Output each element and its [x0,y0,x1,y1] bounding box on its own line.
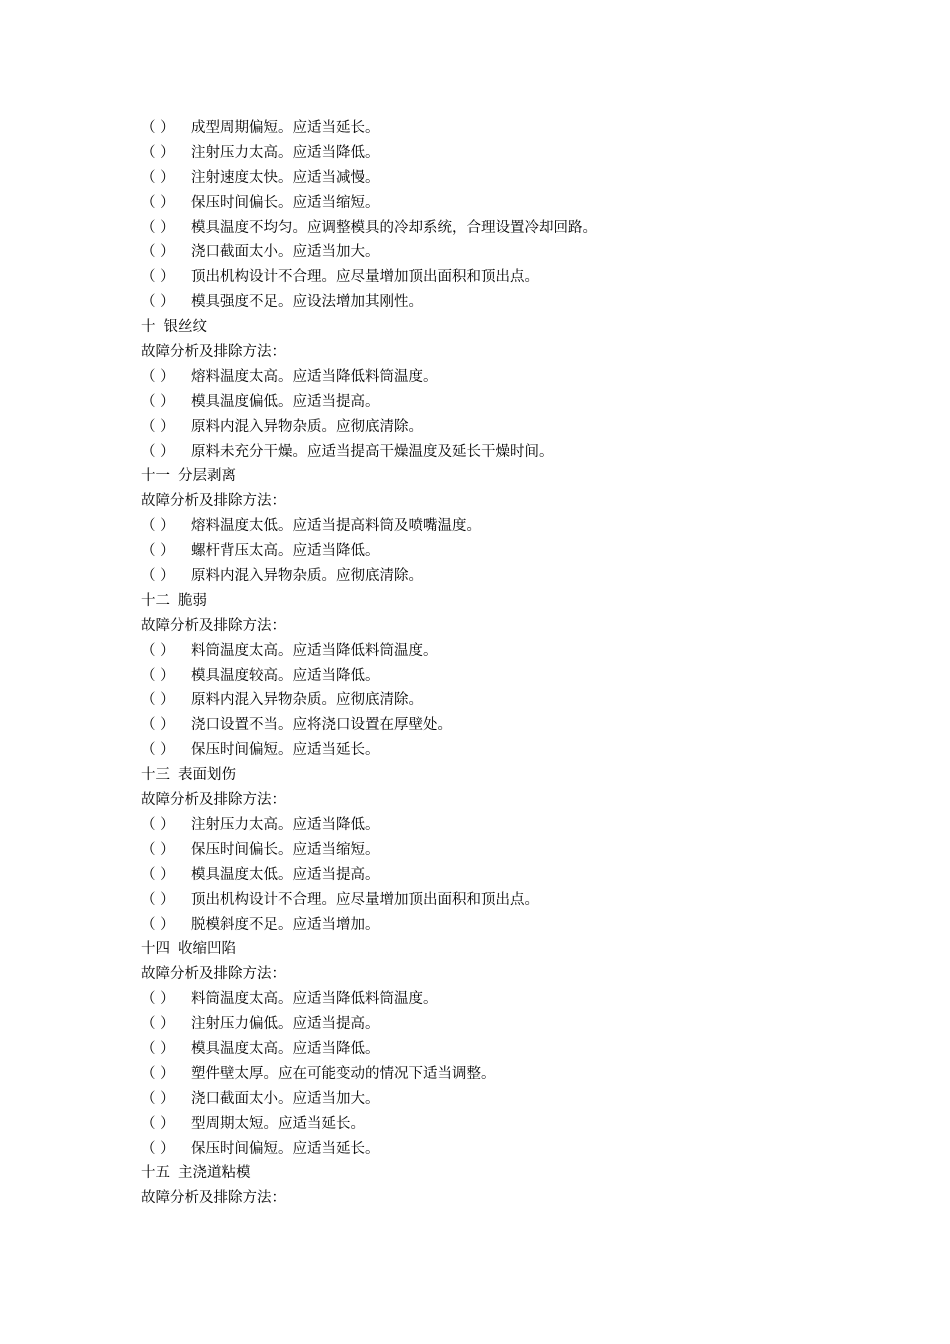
list-item [141,713,901,738]
list-item [141,1062,901,1087]
section-number: 十一 [141,468,170,485]
item-text: 原料内混入异物杂质。应彻底清除。 [191,418,423,435]
section-title: 银丝纹 [163,319,207,336]
list-item [141,141,901,166]
list-item [141,888,901,913]
item-text: 注射压力偏低。应适当提高。 [191,1016,380,1033]
list-item [141,240,901,265]
item-marker: （ ） [141,916,175,933]
section-number: 十五 [141,1165,170,1182]
section-title: 收缩凹陷 [178,941,236,958]
list-item [141,166,901,191]
item-marker: （ ） [141,169,175,186]
item-marker: （ ） [141,294,175,311]
section-title: 主浇道粘模 [178,1165,251,1182]
item-marker: （ ） [141,1115,175,1132]
list-item [141,191,901,216]
list-item [141,813,901,838]
list-item [141,216,901,241]
item-marker: （ ） [141,120,175,136]
list-item [141,1087,901,1112]
item-text: 模具温度偏低。应适当提高。 [191,393,380,410]
item-marker: （ ） [141,1065,175,1082]
item-marker: （ ） [141,742,175,759]
list-item [141,564,901,589]
item-marker: （ ） [141,568,175,585]
section-heading [141,937,901,962]
item-text: 料筒温度太高。应适当降低料筒温度。 [191,642,438,659]
paragraph-text: 故障分析及排除方法： [141,493,286,510]
section-number: 十 [141,319,156,336]
section-heading [141,464,901,489]
list-item [141,1112,901,1137]
item-marker: （ ） [141,443,175,460]
item-marker: （ ） [141,1016,175,1033]
list-item [141,390,901,415]
item-text: 型周期太短。应适当延长。 [191,1115,365,1132]
list-item [141,639,901,664]
item-marker: （ ） [141,518,175,535]
item-text: 模具温度较高。应适当降低。 [191,667,380,684]
list-item [141,987,901,1012]
item-text: 料筒温度太高。应适当降低料筒温度。 [191,991,438,1008]
item-marker: （ ） [141,816,175,833]
item-text: 脱模斜度不足。应适当增加。 [191,916,380,933]
item-marker: （ ） [141,841,175,858]
item-text: 保压时间偏长。应适当缩短。 [191,841,380,858]
list-item [141,1137,901,1162]
list-item [141,913,901,938]
document-page [141,116,901,1211]
item-marker: （ ） [141,543,175,560]
list-item [141,290,901,315]
item-marker: （ ） [141,717,175,734]
item-marker: （ ） [141,194,175,211]
section-title: 脆弱 [178,592,207,609]
paragraph-text: 故障分析及排除方法： [141,617,286,634]
item-marker: （ ） [141,866,175,883]
item-text: 熔料温度太高。应适当降低料筒温度。 [191,368,438,385]
item-text: 熔料温度太低。应适当提高料筒及喷嘴温度。 [191,518,481,535]
item-marker: （ ） [141,891,175,908]
section-heading [141,1161,901,1186]
section-number: 十四 [141,941,170,958]
list-item [141,265,901,290]
list-item [141,415,901,440]
list-item [141,514,901,539]
paragraph-text: 故障分析及排除方法： [141,344,286,361]
item-text: 原料未充分干燥。应适当提高干燥温度及延长干燥时间。 [191,443,554,460]
item-text: 螺杆背压太高。应适当降低。 [191,543,380,560]
item-marker: （ ） [141,1090,175,1107]
item-text: 顶出机构设计不合理。应尽量增加顶出面积和顶出点。 [191,891,539,908]
item-text: 注射压力太高。应适当降低。 [191,144,380,161]
item-text: 塑件壁太厚。应在可能变动的情况下适当调整。 [191,1065,496,1082]
paragraph-text: 故障分析及排除方法： [141,792,286,809]
item-text: 浇口设置不当。应将浇口设置在厚壁处。 [191,717,452,734]
item-marker: （ ） [141,219,175,236]
item-marker: （ ） [141,144,175,161]
section-title: 表面划伤 [178,767,236,784]
item-marker: （ ） [141,642,175,659]
item-text: 原料内混入异物杂质。应彻底清除。 [191,692,423,709]
item-text: 保压时间偏短。应适当延长。 [191,742,380,759]
section-heading [141,315,901,340]
item-marker: （ ） [141,269,175,286]
item-marker: （ ） [141,393,175,410]
list-item [141,116,901,141]
item-text: 原料内混入异物杂质。应彻底清除。 [191,568,423,585]
item-marker: （ ） [141,1140,175,1157]
item-text: 注射压力太高。应适当降低。 [191,816,380,833]
item-text: 模具强度不足。应设法增加其刚性。 [191,294,423,311]
list-item [141,539,901,564]
list-item [141,688,901,713]
item-marker: （ ） [141,418,175,435]
section-heading [141,589,901,614]
list-item [141,738,901,763]
list-item [141,1012,901,1037]
list-item [141,664,901,689]
item-text: 浇口截面太小。应适当加大。 [191,1090,380,1107]
item-marker: （ ） [141,244,175,261]
item-text: 模具温度太低。应适当提高。 [191,866,380,883]
item-text: 成型周期偏短。应适当延长。 [191,120,380,136]
item-text: 顶出机构设计不合理。应尽量增加顶出面积和顶出点。 [191,269,539,286]
section-number: 十二 [141,592,170,609]
section-title: 分层剥离 [178,468,236,485]
section-number: 十三 [141,767,170,784]
item-text: 注射速度太快。应适当减慢。 [191,169,380,186]
item-marker: （ ） [141,368,175,385]
item-text: 保压时间偏短。应适当延长。 [191,1140,380,1157]
item-text: 模具温度不均匀。应调整模具的冷却系统，合理设置冷却回路。 [191,219,597,236]
section-heading [141,763,901,788]
item-text: 浇口截面太小。应适当加大。 [191,244,380,261]
paragraph-text: 故障分析及排除方法： [141,1190,286,1207]
item-text: 保压时间偏长。应适当缩短。 [191,194,380,211]
item-text: 模具温度太高。应适当降低。 [191,1040,380,1057]
item-marker: （ ） [141,1040,175,1057]
item-marker: （ ） [141,692,175,709]
list-item [141,838,901,863]
list-item [141,365,901,390]
paragraph-text: 故障分析及排除方法： [141,966,286,983]
list-item [141,863,901,888]
list-item [141,1037,901,1062]
item-marker: （ ） [141,991,175,1008]
list-item [141,440,901,465]
item-marker: （ ） [141,667,175,684]
